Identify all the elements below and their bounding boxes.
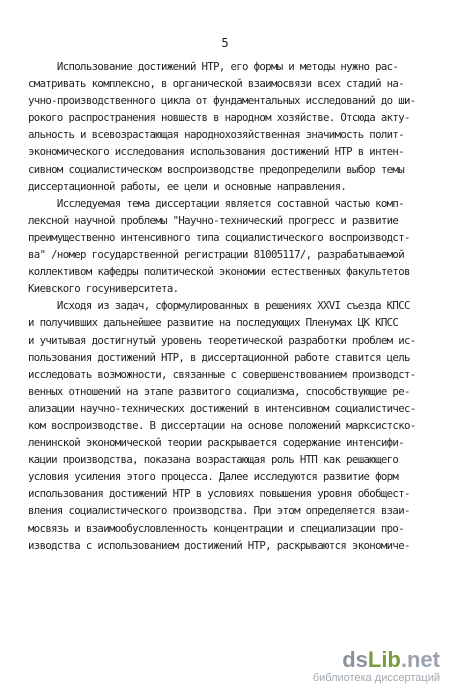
text-line: венных отношений на этапе развитого социализма, способствующие ре-: [28, 384, 410, 398]
text-line: ва" /номер государственной регистрации 81005117/, разрабатываемой: [28, 248, 404, 262]
text-line: альность и всевозрастающая народнохозяйственная значимость полит-: [28, 128, 404, 142]
text-line: сивном социалистическом воспроизводстве предопределили выбор темы: [28, 162, 404, 176]
text-line: и учитывая достигнутый уровень теоретической разработки проблем ис-: [28, 333, 416, 347]
text-line: Исследуемая тема диссертации является составной частью комп-: [28, 196, 404, 210]
dslib-caption: библиотека диссертаций: [312, 672, 440, 684]
text-line: сматривать комплексно, в органической взаимосвязи всех стадий на-: [28, 77, 404, 91]
text-line: использования достижений НТР в условиях повышения уровня обобщест-: [28, 487, 410, 501]
text-line: ализации научно-технических достижений в интенсивном социалистичес-: [28, 401, 416, 415]
dslib-watermark[interactable]: [313, 649, 440, 684]
text-line: рокого распространения новшеств в народном хозяйстве. Отсюда акту-: [28, 111, 410, 125]
dslib-logo: dsLib.net: [342, 647, 440, 672]
paragraph-3: [28, 297, 430, 553]
text-line: Киевского госуниверситета.: [28, 282, 179, 296]
text-line: пользования достижений НТР, в диссертационной работе ставится цель: [28, 350, 410, 364]
document-body: [28, 58, 430, 554]
text-line: учно-производственного цикла от фундаментальных исследований до ши-: [28, 94, 416, 108]
paragraph-1: [28, 58, 430, 195]
text-line: диссертационной работы, ее цели и основные направления.: [28, 179, 347, 193]
text-line: Использование достижений НТР, его формы и методы нужно рас-: [28, 60, 399, 73]
text-line: коллективом кафедры политической экономии естественных факультетов: [28, 265, 410, 279]
text-line: кации производства, показана возрастающая роль НТП как решающего: [28, 453, 399, 467]
text-line: условия усиления этого процесса. Далее исследуются развитие форм: [28, 470, 399, 484]
text-line: изводства с использованием достижений НТР, раскрываются экономиче-: [28, 538, 410, 552]
text-line: мосвязь и взаимообусловленность концентрации и специализации про-: [28, 521, 404, 535]
text-line: экономического исследования использования достижений НТР в интен-: [28, 145, 404, 159]
text-line: ленинской экономической теории раскрывается содержание интенсифи-: [28, 436, 404, 450]
text-line: ком воспроизводстве. В диссертации на основе положений марксистско-: [28, 418, 416, 432]
text-line: исследовать возможности, связанные с совершенствованием производст-: [28, 367, 416, 381]
text-line: и получивших дальнейшее развитие на последующих Пленумах ЦК КПСС: [28, 316, 399, 330]
text-line: преимущественно интенсивного типа социалистического воспроизводст-: [28, 230, 410, 244]
page-number: 5: [221, 36, 229, 50]
text-line: вления социалистического производства. При этом определяется взаи-: [28, 504, 410, 518]
text-line: Исходя из задач, сформулированных в решениях XXVI съезда КПСС: [28, 299, 410, 313]
paragraph-2: [28, 195, 430, 298]
text-line: лексной научной проблемы "Научно-технический прогресс и развитие: [28, 213, 399, 227]
